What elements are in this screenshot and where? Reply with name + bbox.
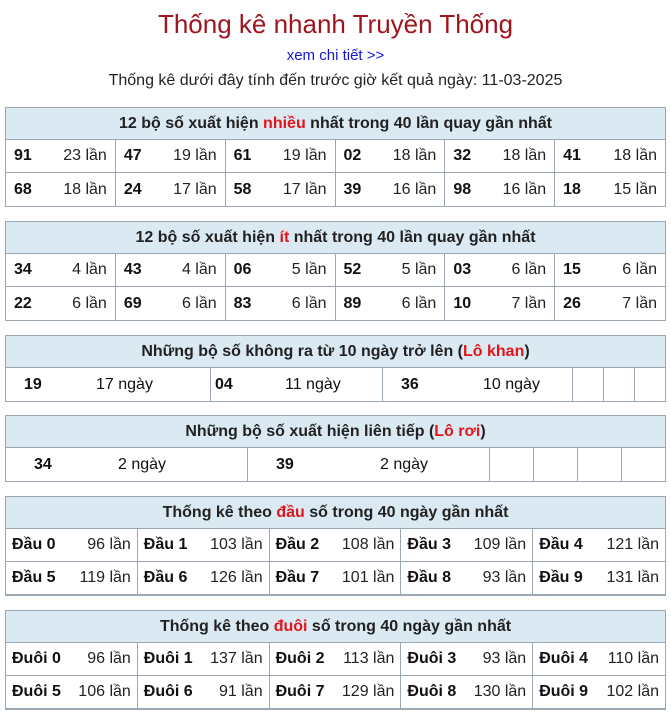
list-item (6, 448, 248, 481)
lo-khan-row (6, 368, 665, 401)
duoi-stats-heading: Thống kê theo đuôi số trong 40 ngày gần nhất (6, 611, 665, 643)
cell-count: 4 lần (72, 261, 107, 278)
cell-label: Đuôi 5 (12, 683, 61, 700)
cell-label: Đầu 0 (12, 536, 56, 553)
cell-count: 131 lần (606, 569, 659, 586)
cell-count: 5 lần (291, 261, 327, 278)
day-count: 10 ngày (483, 375, 540, 393)
cell-label: 89 (343, 294, 362, 312)
cell-label: 61 (233, 147, 252, 164)
cell-label: Đầu 7 (275, 569, 320, 586)
table-cell (270, 562, 402, 595)
cell-label: 58 (233, 180, 252, 198)
cell-label: Đuôi 3 (407, 650, 457, 667)
day-count: 17 ngày (96, 375, 153, 393)
cell-count: 19 lần (173, 147, 217, 164)
most-frequent-heading: 12 bộ số xuất hiện nhiều nhất trong 40 lần quay gần nhất (6, 108, 665, 140)
cell-label: 22 (14, 294, 32, 312)
cell-label: 06 (233, 261, 252, 278)
cell-label: Đuôi 9 (539, 683, 589, 700)
cell-label: 10 (453, 294, 472, 312)
cell-count: 96 lần (87, 536, 131, 553)
cell-count: 103 lần (210, 536, 263, 553)
most-frequent-grid (6, 140, 665, 206)
cell-count: 137 lần (210, 650, 263, 667)
cell-count: 5 lần (401, 261, 437, 278)
cell-label: 83 (233, 294, 252, 312)
cell-label: Đầu 4 (539, 536, 583, 553)
cell-count: 6 lần (72, 294, 107, 312)
least-frequent-grid (6, 254, 665, 320)
pair-number: 39 (276, 455, 294, 473)
cell-count: 93 lần (482, 650, 527, 667)
cell-label: 32 (453, 147, 472, 164)
cell-count: 91 lần (219, 683, 263, 700)
pair-number: 04 (215, 375, 233, 393)
day-count: 11 ngày (285, 375, 341, 393)
table-cell (445, 140, 555, 173)
cell-count: 17 lần (282, 180, 327, 198)
table-cell (336, 254, 446, 287)
cell-count: 6 lần (511, 261, 547, 278)
table-cell (336, 173, 446, 206)
cell-count: 121 lần (606, 536, 659, 553)
day-count: 2 ngày (118, 455, 167, 473)
table-cell (555, 287, 665, 320)
table-cell (138, 529, 270, 562)
table-cell (138, 643, 270, 676)
lo-khan-heading: Những bộ số không ra từ 10 ngày trở lên (Lô khan) (6, 336, 665, 368)
lo-roi-table (5, 415, 666, 482)
cell-count: 108 lần (341, 536, 395, 553)
cell-label: 34 (14, 261, 32, 278)
cell-count: 16 lần (392, 180, 437, 198)
cell-count: 7 lần (511, 294, 547, 312)
cell-label: Đuôi 8 (407, 683, 457, 700)
list-item (383, 368, 573, 401)
cell-label: 24 (123, 180, 142, 198)
table-cell (6, 529, 138, 562)
cell-label: 18 (563, 180, 581, 198)
table-cell (533, 562, 665, 595)
cell-label: Đầu 5 (12, 569, 56, 586)
table-cell (401, 562, 533, 595)
table-cell (6, 140, 116, 173)
least-frequent-heading: 12 bộ số xuất hiện ít nhất trong 40 lần quay gần nhất (6, 222, 665, 254)
least-frequent-table (5, 221, 666, 321)
cell-count: 7 lần (622, 294, 657, 312)
cell-count: 15 lần (613, 180, 657, 198)
table-cell (270, 643, 402, 676)
table-cell (533, 676, 665, 709)
table-cell (6, 173, 116, 206)
cell-count: 4 lần (181, 261, 217, 278)
table-cell (226, 287, 336, 320)
table-cell (445, 254, 555, 287)
page-subtitle: Thống kê dưới đây tính đến trước giờ kết quả ngày: 11-03-2025 (108, 72, 563, 89)
table-cell (445, 287, 555, 320)
pair-number: 19 (24, 375, 42, 393)
table-cell (6, 643, 138, 676)
cell-label: Đầu 6 (143, 569, 188, 586)
table-cell (555, 173, 665, 206)
cell-count: 106 lần (78, 683, 131, 700)
cell-label: 41 (563, 147, 581, 164)
cell-label: 91 (14, 147, 32, 164)
empty-cell (573, 368, 604, 401)
highlight-word: nhiều (263, 115, 306, 132)
table-cell (138, 562, 270, 595)
table-cell (270, 529, 402, 562)
table-cell (6, 562, 138, 595)
cell-label: Đầu 1 (143, 536, 188, 553)
table-cell (116, 287, 226, 320)
table-cell (226, 254, 336, 287)
cell-count: 17 lần (173, 180, 217, 198)
cell-count: 110 lần (607, 650, 659, 667)
table-cell (6, 254, 116, 287)
day-count: 2 ngày (380, 455, 429, 473)
cell-label: Đuôi 4 (539, 650, 589, 667)
duoi-stats-grid (6, 643, 665, 709)
table-cell (270, 676, 402, 709)
cell-count: 6 lần (622, 261, 657, 278)
highlight-word: đuôi (273, 618, 308, 635)
empty-cell (534, 448, 578, 481)
lo-roi-heading: Những bộ số xuất hiện liên tiếp (Lô rơi) (6, 416, 665, 448)
cell-label: Đuôi 7 (275, 683, 325, 700)
table-cell (226, 173, 336, 206)
dau-stats-heading: Thống kê theo đầu số trong 40 ngày gần nhất (6, 497, 665, 529)
table-cell (555, 254, 665, 287)
cell-label: Đầu 3 (407, 536, 451, 553)
cell-label: 98 (453, 180, 472, 198)
table-cell (6, 676, 138, 709)
table-cell (336, 287, 446, 320)
cell-count: 126 lần (210, 569, 263, 586)
table-cell (116, 140, 226, 173)
pair-number: 34 (34, 455, 52, 473)
cell-count: 6 lần (291, 294, 327, 312)
dau-stats-grid (6, 529, 665, 595)
cell-count: 109 lần (473, 536, 527, 553)
cell-count: 18 lần (502, 147, 547, 164)
list-item (211, 368, 383, 401)
highlight-word: đầu (276, 504, 305, 521)
cell-label: 39 (343, 180, 362, 198)
lo-roi-row (6, 448, 665, 481)
cell-label: 02 (343, 147, 362, 164)
cell-label: Đầu 9 (539, 569, 583, 586)
cell-count: 96 lần (87, 650, 131, 667)
cell-label: 15 (563, 261, 581, 278)
table-cell (6, 287, 116, 320)
table-cell (555, 140, 665, 173)
table-cell (401, 529, 533, 562)
empty-cell (635, 368, 665, 401)
cell-label: 47 (123, 147, 142, 164)
table-cell (336, 140, 446, 173)
table-cell (401, 676, 533, 709)
detail-link[interactable]: xem chi tiết >> (286, 47, 385, 64)
cell-label: 69 (123, 294, 142, 312)
empty-cell (604, 368, 635, 401)
lo-khan-table (5, 335, 666, 402)
cell-count: 6 lần (401, 294, 437, 312)
cell-count: 119 lần (79, 569, 131, 586)
cell-count: 19 lần (282, 147, 327, 164)
cell-label: 03 (453, 261, 472, 278)
most-frequent-table (5, 107, 666, 207)
list-item (248, 448, 490, 481)
highlight-word: Lô rơi (434, 423, 481, 440)
cell-count: 23 lần (63, 147, 107, 164)
empty-cell (578, 448, 622, 481)
cell-label: 52 (343, 261, 362, 278)
empty-cell (490, 448, 534, 481)
cell-label: Đuôi 2 (275, 650, 325, 667)
dau-stats-table (5, 496, 666, 596)
cell-label: Đuôi 1 (143, 650, 193, 667)
duoi-stats-table (5, 610, 666, 710)
pair-number: 36 (401, 375, 419, 393)
cell-count: 113 lần (343, 650, 395, 667)
table-cell (116, 254, 226, 287)
cell-count: 16 lần (502, 180, 547, 198)
cell-label: 68 (14, 180, 32, 198)
cell-count: 102 lần (606, 683, 659, 700)
cell-count: 130 lần (473, 683, 527, 700)
cell-label: 43 (123, 261, 142, 278)
empty-cell (622, 448, 665, 481)
cell-label: Đuôi 0 (12, 650, 61, 667)
table-cell (533, 643, 665, 676)
cell-count: 18 lần (392, 147, 437, 164)
cell-count: 18 lần (63, 180, 107, 198)
highlight-word: ít (279, 229, 290, 246)
page-title: Thống kê nhanh Truyền Thống (157, 9, 514, 39)
cell-label: Đuôi 6 (143, 683, 193, 700)
cell-label: Đầu 8 (407, 569, 451, 586)
cell-count: 93 lần (482, 569, 527, 586)
table-cell (226, 140, 336, 173)
table-cell (445, 173, 555, 206)
table-cell (138, 676, 270, 709)
table-cell (116, 173, 226, 206)
table-cell (533, 529, 665, 562)
cell-label: 26 (563, 294, 581, 312)
cell-count: 18 lần (613, 147, 657, 164)
table-cell (401, 643, 533, 676)
cell-count: 6 lần (181, 294, 217, 312)
cell-count: 129 lần (341, 683, 395, 700)
list-item (6, 368, 211, 401)
highlight-word: Lô khan (463, 343, 525, 360)
cell-count: 101 lần (341, 569, 395, 586)
cell-label: Đầu 2 (275, 536, 320, 553)
